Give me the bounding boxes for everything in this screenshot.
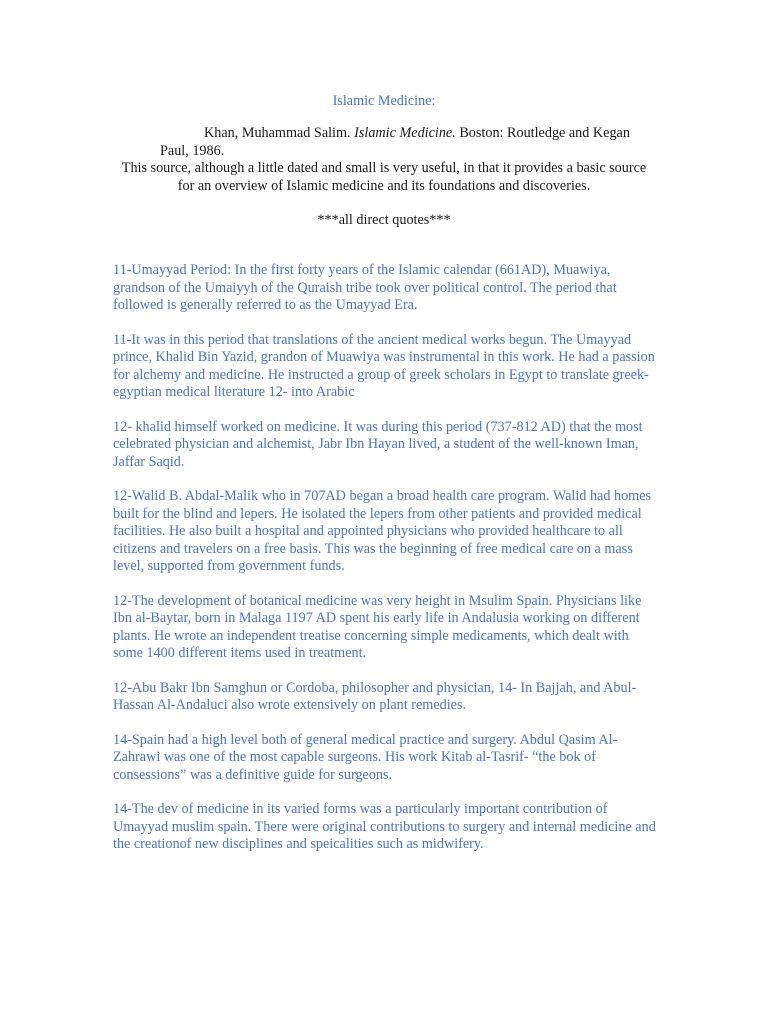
note-paragraph: 14-The dev of medicine in its varied forms was a particularly important contribution of Umayyad muslim spain. There were original contributions to surgery and internal medicine and the creationof new disciplines and speicalities such as midwifery. <box>113 801 656 852</box>
citation-publisher: Boston: Routledge and Kegan Paul, 1986. <box>160 125 630 159</box>
note-paragraph: 14-Spain had a high level both of general medical practice and surgery. Abdul Qasim Al-Zahrawi was one of the most capable surgeons. His work Kitab al-Tasrif- “the bok of consessions” was a definitive guide for surgeons. <box>113 731 618 783</box>
source-summary: This source, although a little dated and small is very useful, in that it provides a basic source for an overview of Islamic medicine and its foundations and discoveries. <box>121 160 647 194</box>
note-paragraph: 12-Walid B. Abdal-Malik who in 707AD began a broad health care program. Walid had homes built for the blind and lepers. He isolated the lepers from other patients and provided medical facilities. He also built a hospital and appointed physicians who provided healthcare to all citizens and travelers on a free basis. This was the beginning of free medical care on a mass level, supported from government funds. <box>113 488 652 574</box>
note-paragraph: 11-Umayyad Period: In the first forty years of the Islamic calendar (661AD), Muawiya, grandson of the Umaiyyh of the Quraish tribe took over political control. The period that followed is generally referred to as the Umayyad Era. <box>113 262 617 313</box>
note-paragraph: 12-Abu Bakr Ibn Samghun or Cordoba, philosopher and physician, 14- In Bajjah, and Abul-Hassan Al-Andaluci also wrote extensively on plant remedies. <box>113 679 637 713</box>
citation-book-title: Islamic Medicine. <box>354 125 456 141</box>
note-paragraph: 12-The development of botanical medicine was very height in Msulim Spain. Physicians like Ibn al-Baytar, born in Malaga 1197 AD spent his early life in Andalusia working on different plants. He wrote an independent treatise concerning simple medicaments, which dealt with some 1400 different items used in treatment. <box>113 592 642 661</box>
quotes-note: ***all direct quotes*** <box>317 212 451 228</box>
citation-author: Khan, Muhammad Salim. <box>204 125 355 141</box>
page-title: Islamic Medicine: <box>332 93 436 109</box>
note-paragraph: 12- khalid himself worked on medicine. It was during this period (737-812 AD) that the most celebrated physician and alchemist, Jabr Ibn Hayan lived, a student of the well-known Iman, Jaffar Saqid. <box>113 418 643 470</box>
notes-list <box>113 262 658 871</box>
citation <box>160 125 640 160</box>
note-paragraph: 11-It was in this period that translations of the ancient medical works begun. The Umayyad prince, Khalid Bin Yazid, grandon of Muawiya was instrumental in this work. He had a passion for alchemy and medicine. He instructed a group of greek scholars in Egypt to translate greek-egyptian medical literature 12- into Arabic <box>113 331 655 400</box>
